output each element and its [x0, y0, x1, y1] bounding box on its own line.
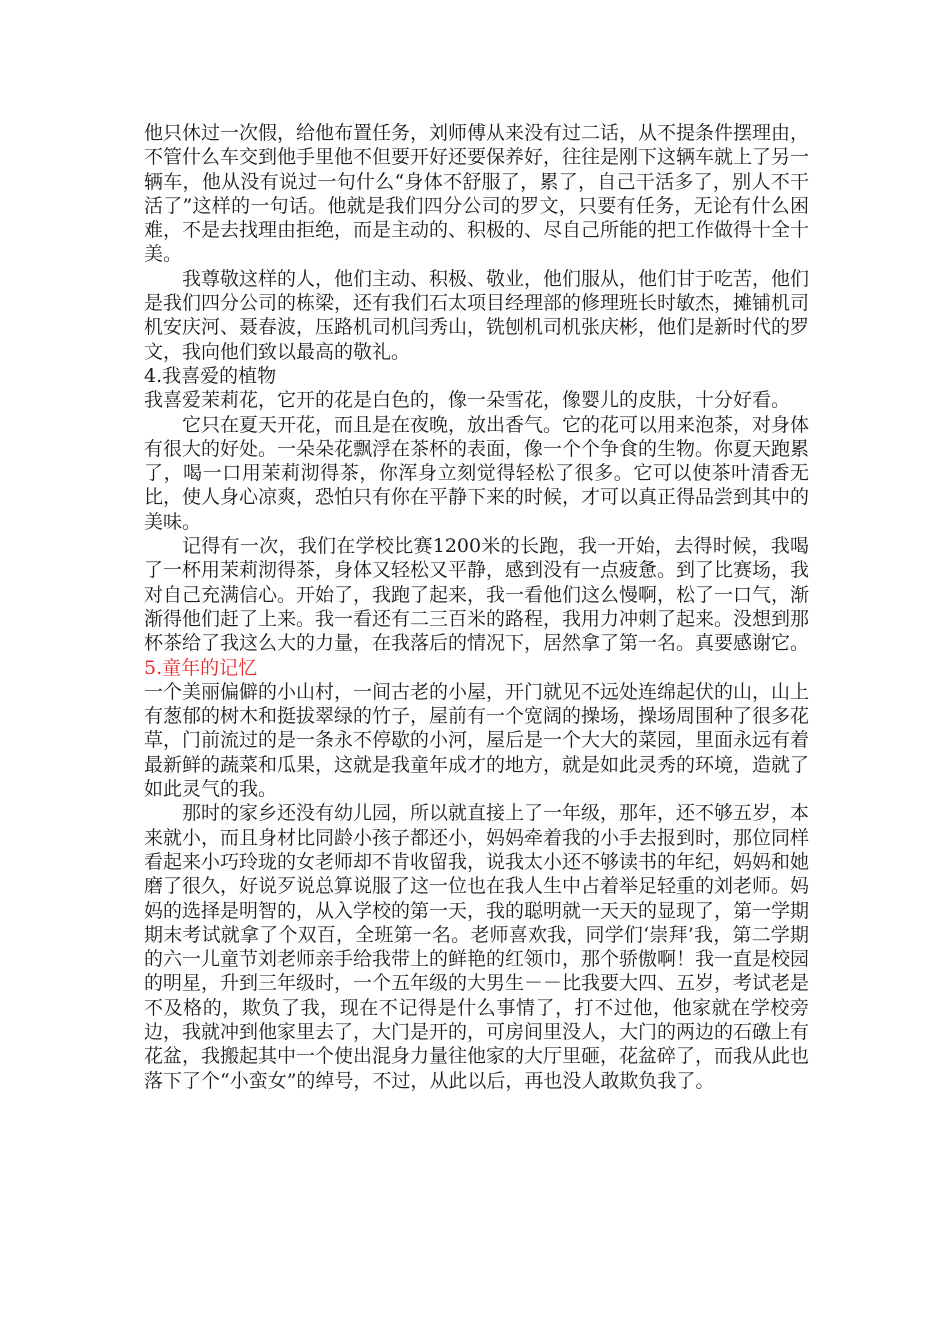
document-page: [144, 121, 809, 1093]
section-heading-childhood-memory: 5.童年的记忆: [144, 656, 258, 679]
section-heading-favorite-plant: 4.我喜爱的植物: [144, 364, 277, 387]
paragraph-liu-master: 他只休过一次假，给他布置任务，刘师傅从来没有过二话，从不提条件摆理由，不管什么车交到他手里他不但要开好还要保养好，往往是刚下这辆车就上了另一辆车，他从没有说过一句什么“身体不舒服了，累了，自己干活多了，别人不干活了”这样的一句话。他就是我们四分公司的罗文，只要有任务，无论有什么困难，不是去找理由拒绝，而是主动的、积极的、尽自己所能的把工作做得十全十美。: [144, 122, 810, 266]
paragraph-jasmine-intro: 我喜爱茉莉花，它开的花是白色的，像一朵雪花，像婴儿的皮肤，十分好看。: [144, 389, 791, 412]
paragraph-respect: 我尊敬这样的人，他们主动、积极、敬业，他们服从，他们甘于吃苦，他们是我们四分公司的栋梁，还有我们石太项目经理部的修理班长时敏杰，摊铺机司机安庆河、聂春波，压路机司机闫秀山，铣刨机司机张庆彬，他们是新时代的罗文，我向他们致以最高的敬礼。: [144, 267, 810, 363]
paragraph-running-race: 记得有一次，我们在学校比赛1200米的长跑，我一开始，去得时候，我喝了一杯用茉莉沏得茶，身体又轻松又平静，感到没有一点疲惫。到了比赛场，我对自己充满信心。开始了，我跑了起来，我一看他们这么慢啊，松了一口气，渐渐得他们赶了上来。我一看还有二三百米的路程，我用力冲刺了起来。没想到那杯茶给了我这么大的力量，在我落后的情况下，居然拿了第一名。真要感谢它。: [144, 535, 810, 655]
paragraph-school-days: 那时的家乡还没有幼儿园，所以就直接上了一年级，那年，还不够五岁，本来就小，而且身材比同龄小孩子都还小，妈妈牵着我的小手去报到时，那位同样看起来小巧玲珑的女老师却不肯收留我，说我太小还不够读书的年纪，妈妈和她磨了很久，好说歹说总算说服了这一位也在我人生中占着举足轻重的刘老师。妈妈的选择是明智的，从入学校的第一天，我的聪明就一天天的显现了，第一学期期末考试就拿了个双百，全班第一名。老师喜欢我，同学们‘崇拜’我，第二学期的六一儿童节刘老师亲手给我带上的鲜艳的红领巾，那个骄傲啊！我一直是校园的明星，升到三年级时，一个五年级的大男生－－比我要大四、五岁，考试老是不及格的，欺负了我，现在不记得是什么事情了，打不过他，他家就在学校旁边，我就冲到他家里去了，大门是开的，可房间里没人，大门的两边的石礅上有花盆，我搬起其中一个使出混身力量往他家的大厅里砸，花盆碎了，而我从此也落下了个“小蛮女”的绰号，不过，从此以后，再也没人敢欺负我了。: [144, 802, 810, 1092]
paragraph-jasmine-tea: 它只在夏天开花，而且是在夜晚，放出香气。它的花可以用来泡茶，对身体有很大的好处。一朵朵花飘浮在茶杯的表面，像一个个争食的生物。你夏天跑累了，喝一口用茉莉沏得茶，你浑身立刻觉得轻松了很多。它可以使茶叶清香无比，使人身心凉爽，恐怕只有你在平静下来的时候，才可以真正得品尝到其中的美味。: [144, 413, 810, 533]
paragraph-village: 一个美丽偏僻的小山村，一间古老的小屋，开门就见不远处连绵起伏的山，山上有葱郁的树木和挺拔翠绿的竹子，屋前有一个宽阔的操场，操场周围种了很多花草，门前流过的是一条永不停歇的小河，屋后是一个大大的菜园，里面永远有着最新鲜的蔬菜和瓜果，这就是我童年成才的地方，就是如此灵秀的环境，造就了如此灵气的我。: [144, 680, 810, 801]
